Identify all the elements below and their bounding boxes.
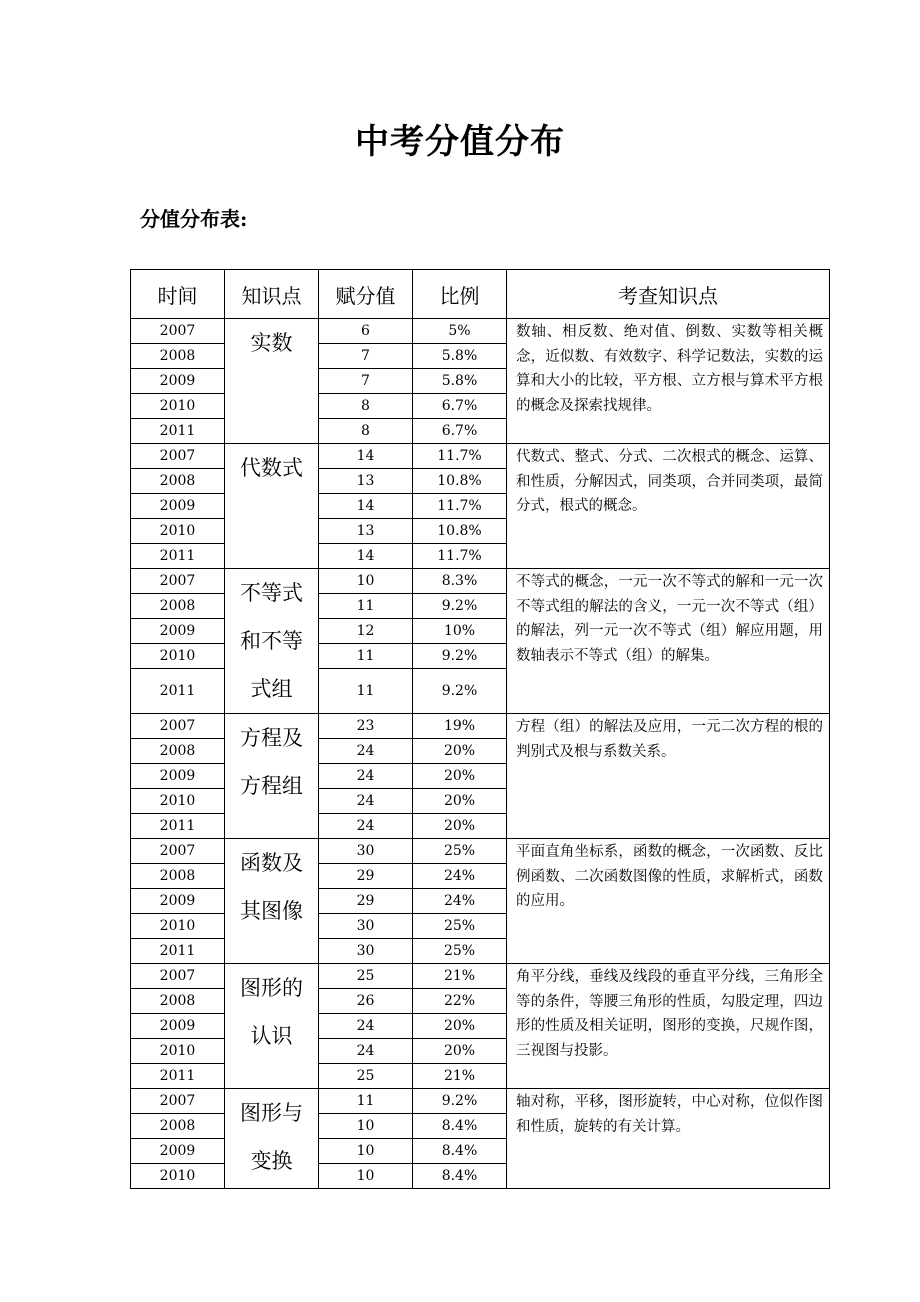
- table-row: [131, 444, 830, 469]
- cell-score: 25: [319, 1064, 413, 1089]
- cell-year: 2008: [131, 594, 225, 619]
- table-row: [131, 964, 830, 989]
- table-row: [131, 569, 830, 594]
- cell-year: 2010: [131, 394, 225, 419]
- cell-ratio: 20%: [413, 739, 507, 764]
- cell-score: 14: [319, 444, 413, 469]
- cell-year: 2009: [131, 494, 225, 519]
- cell-ratio: 8.3%: [413, 569, 507, 594]
- header-year: 时间: [131, 270, 225, 319]
- cell-ratio: 11.7%: [413, 494, 507, 519]
- cell-score: 7: [319, 369, 413, 394]
- cell-ratio: 11.7%: [413, 444, 507, 469]
- cell-ratio: 8.4%: [413, 1164, 507, 1189]
- cell-year: 2007: [131, 1089, 225, 1114]
- table-row: [131, 839, 830, 864]
- cell-ratio: 20%: [413, 1039, 507, 1064]
- cell-score: 24: [319, 1014, 413, 1039]
- cell-score: 11: [319, 644, 413, 669]
- cell-year: 2007: [131, 714, 225, 739]
- cell-topic: [225, 1089, 319, 1189]
- cell-ratio: 21%: [413, 964, 507, 989]
- cell-ratio: 20%: [413, 789, 507, 814]
- cell-score: 24: [319, 789, 413, 814]
- topic-line: 方程及: [240, 726, 303, 750]
- cell-score: 30: [319, 914, 413, 939]
- cell-year: 2009: [131, 1139, 225, 1164]
- topic-line: 不等式: [240, 581, 303, 605]
- cell-score: 12: [319, 619, 413, 644]
- cell-year: 2010: [131, 519, 225, 544]
- cell-score: 7: [319, 344, 413, 369]
- table-row: [131, 1089, 830, 1114]
- cell-year: 2008: [131, 1114, 225, 1139]
- cell-ratio: 25%: [413, 914, 507, 939]
- cell-ratio: 20%: [413, 814, 507, 839]
- cell-notes: 方程（组）的解法及应用，一元二次方程的根的判别式及根与系数关系。: [507, 714, 830, 839]
- cell-year: 2010: [131, 914, 225, 939]
- cell-score: 13: [319, 469, 413, 494]
- cell-score: 24: [319, 814, 413, 839]
- cell-score: 10: [319, 1164, 413, 1189]
- cell-score: 8: [319, 419, 413, 444]
- cell-year: 2009: [131, 369, 225, 394]
- cell-ratio: 8.4%: [413, 1139, 507, 1164]
- header-score: 赋分值: [319, 270, 413, 319]
- cell-score: 25: [319, 964, 413, 989]
- topic-line: 认识: [250, 1024, 293, 1048]
- cell-ratio: 11.7%: [413, 544, 507, 569]
- cell-year: 2011: [131, 939, 225, 964]
- cell-score: 24: [319, 1039, 413, 1064]
- cell-topic: [225, 839, 319, 964]
- cell-year: 2011: [131, 1064, 225, 1089]
- cell-topic: [225, 319, 319, 444]
- cell-topic: [225, 714, 319, 839]
- cell-notes: 不等式的概念，一元一次不等式的解和一元一次不等式组的解法的含义，一元一次不等式（组）的解法，列一元一次不等式（组）解应用题，用数轴表示不等式（组）的解集。: [507, 569, 830, 714]
- cell-ratio: 5%: [413, 319, 507, 344]
- table-row: [131, 714, 830, 739]
- cell-score: 29: [319, 889, 413, 914]
- cell-year: 2007: [131, 839, 225, 864]
- cell-ratio: 9.2%: [413, 669, 507, 714]
- topic-line: 方程组: [240, 774, 303, 798]
- cell-ratio: 8.4%: [413, 1114, 507, 1139]
- topic-line: 图形与: [240, 1101, 303, 1125]
- cell-score: 11: [319, 1089, 413, 1114]
- cell-year: 2009: [131, 619, 225, 644]
- topic-line: 代数式: [240, 456, 303, 480]
- cell-score: 24: [319, 764, 413, 789]
- cell-score: 6: [319, 319, 413, 344]
- cell-ratio: 9.2%: [413, 594, 507, 619]
- cell-ratio: 20%: [413, 764, 507, 789]
- header-ratio: 比例: [413, 270, 507, 319]
- cell-ratio: 5.8%: [413, 344, 507, 369]
- cell-ratio: 20%: [413, 1014, 507, 1039]
- cell-ratio: 6.7%: [413, 394, 507, 419]
- cell-year: 2008: [131, 864, 225, 889]
- cell-score: 24: [319, 739, 413, 764]
- cell-year: 2007: [131, 964, 225, 989]
- cell-notes: 轴对称，平移，图形旋转，中心对称，位似作图和性质，旋转的有关计算。: [507, 1089, 830, 1189]
- cell-score: 10: [319, 569, 413, 594]
- cell-score: 14: [319, 544, 413, 569]
- page-title: 中考分值分布: [355, 122, 565, 162]
- cell-year: 2011: [131, 544, 225, 569]
- cell-topic: [225, 444, 319, 569]
- topic-line: 函数及: [240, 851, 303, 875]
- cell-ratio: 25%: [413, 939, 507, 964]
- cell-topic: [225, 569, 319, 714]
- cell-year: 2010: [131, 1164, 225, 1189]
- cell-year: 2007: [131, 569, 225, 594]
- cell-score: 10: [319, 1139, 413, 1164]
- topic-line: 实数: [250, 331, 293, 355]
- cell-notes: 数轴、相反数、绝对值、倒数、实数等相关概念，近似数、有效数字、科学记数法，实数的运算和大小的比较，平方根、立方根与算术平方根的概念及探索找规律。: [507, 319, 830, 444]
- cell-year: 2008: [131, 344, 225, 369]
- table-header-row: [131, 270, 830, 319]
- cell-score: 30: [319, 839, 413, 864]
- cell-year: 2009: [131, 1014, 225, 1039]
- cell-ratio: 19%: [413, 714, 507, 739]
- cell-ratio: 6.7%: [413, 419, 507, 444]
- cell-ratio: 24%: [413, 864, 507, 889]
- cell-score: 29: [319, 864, 413, 889]
- cell-notes: 代数式、整式、分式、二次根式的概念、运算、和性质，分解因式，同类项，合并同类项，最简分式，根式的概念。: [507, 444, 830, 569]
- cell-year: 2011: [131, 419, 225, 444]
- cell-year: 2009: [131, 764, 225, 789]
- cell-ratio: 9.2%: [413, 1089, 507, 1114]
- cell-year: 2008: [131, 739, 225, 764]
- cell-score: 14: [319, 494, 413, 519]
- cell-ratio: 22%: [413, 989, 507, 1014]
- cell-ratio: 10%: [413, 619, 507, 644]
- topic-line: 变换: [250, 1149, 293, 1173]
- table-body: [131, 319, 830, 1189]
- cell-score: 23: [319, 714, 413, 739]
- cell-ratio: 5.8%: [413, 369, 507, 394]
- table-row: [131, 319, 830, 344]
- topic-line: 式组: [250, 677, 293, 701]
- cell-score: 30: [319, 939, 413, 964]
- cell-year: 2009: [131, 889, 225, 914]
- cell-notes: 平面直角坐标系，函数的概念，一次函数、反比例函数、二次函数图像的性质，求解析式，函数的应用。: [507, 839, 830, 964]
- header-notes: 考查知识点: [507, 270, 830, 319]
- cell-year: 2010: [131, 644, 225, 669]
- topic-line: 和不等: [240, 629, 303, 653]
- cell-year: 2008: [131, 989, 225, 1014]
- cell-topic: [225, 964, 319, 1089]
- cell-year: 2011: [131, 814, 225, 839]
- section-title: 分值分布表:: [140, 207, 248, 231]
- cell-score: 26: [319, 989, 413, 1014]
- cell-year: 2007: [131, 444, 225, 469]
- cell-score: 8: [319, 394, 413, 419]
- cell-ratio: 25%: [413, 839, 507, 864]
- cell-score: 11: [319, 594, 413, 619]
- score-distribution-table: [130, 269, 830, 1189]
- cell-notes: 角平分线，垂线及线段的垂直平分线，三角形全等的条件，等腰三角形的性质，勾股定理，四边形的性质及相关证明，图形的变换，尺规作图，三视图与投影。: [507, 964, 830, 1089]
- cell-ratio: 9.2%: [413, 644, 507, 669]
- cell-year: 2007: [131, 319, 225, 344]
- topic-line: 其图像: [240, 899, 303, 923]
- cell-year: 2008: [131, 469, 225, 494]
- cell-year: 2011: [131, 669, 225, 714]
- topic-line: 图形的: [240, 976, 303, 1000]
- cell-score: 10: [319, 1114, 413, 1139]
- cell-year: 2010: [131, 1039, 225, 1064]
- cell-ratio: 10.8%: [413, 519, 507, 544]
- cell-score: 11: [319, 669, 413, 714]
- header-topic: 知识点: [225, 270, 319, 319]
- cell-ratio: 24%: [413, 889, 507, 914]
- cell-year: 2010: [131, 789, 225, 814]
- cell-ratio: 10.8%: [413, 469, 507, 494]
- cell-ratio: 21%: [413, 1064, 507, 1089]
- cell-score: 13: [319, 519, 413, 544]
